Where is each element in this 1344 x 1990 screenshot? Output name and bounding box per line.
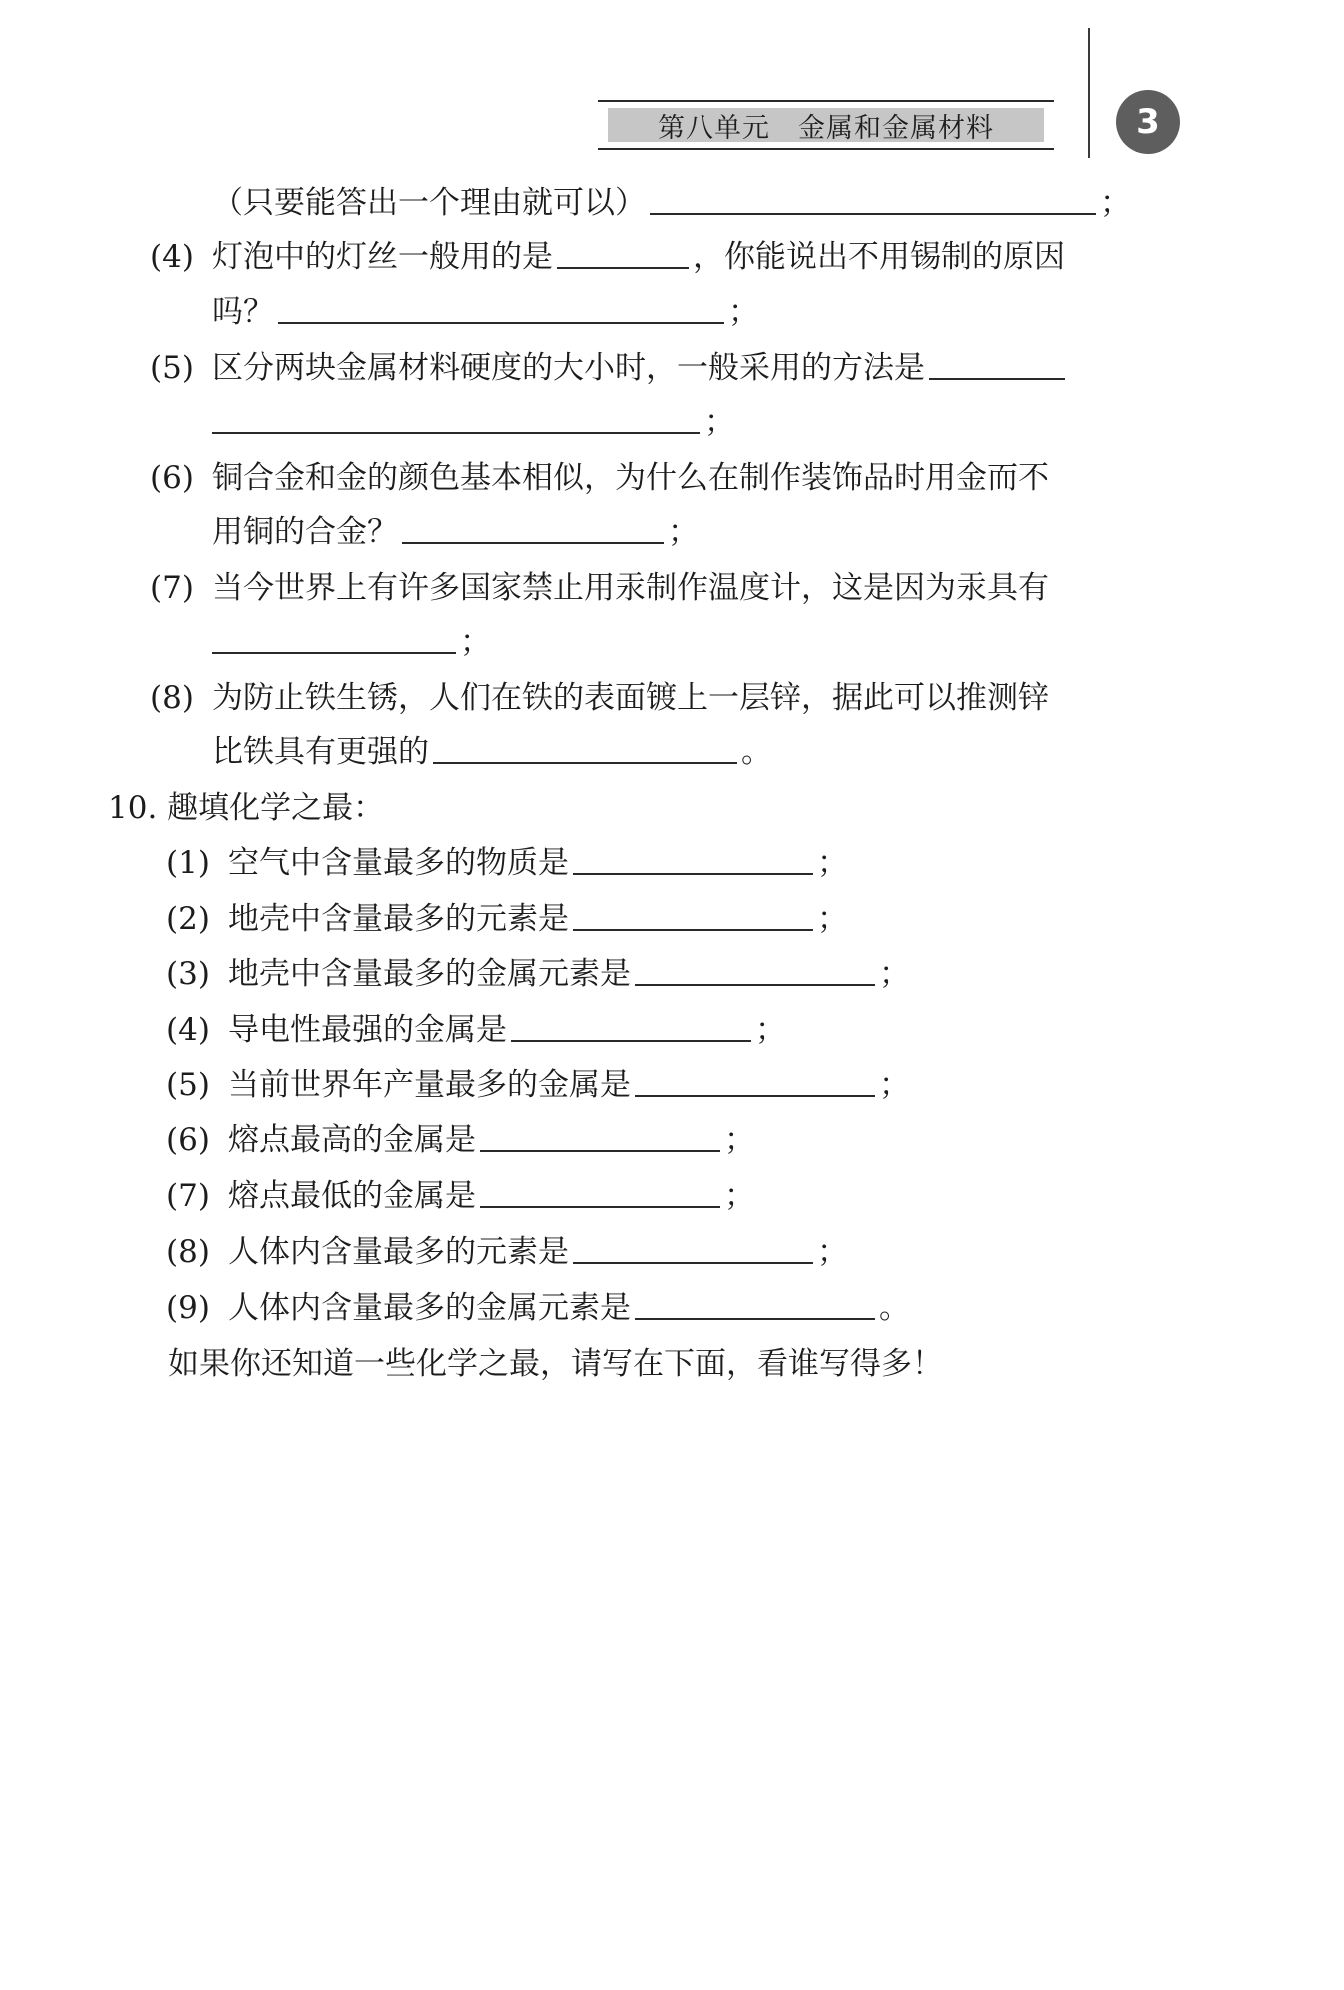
q9-item-7: (7) 当今世界上有许多国家禁止用汞制作温度计，这是因为汞具有 [150,570,1049,606]
q10-title: 10. 趣填化学之最： [108,790,385,826]
q10-item-3: (3) 地壳中含量最多的金属元素是 ； [166,956,910,992]
header-divider [1088,28,1090,158]
q9-continuation: （只要能答出一个理由就可以） ； [212,185,1131,221]
answer-blank[interactable] [635,1288,875,1320]
q10-item-9: (9) 人体内含量最多的金属元素是 。 [166,1290,910,1326]
q10-item-8: (8) 人体内含量最多的元素是 ； [166,1234,848,1270]
q9-item-5-line2: ； [212,402,735,442]
answer-blank[interactable] [573,1232,813,1264]
q10-closing: 如果你还知道一些化学之最，请写在下面，看谁写得多！ [168,1346,943,1382]
answer-blank[interactable] [480,1120,720,1152]
answer-blank[interactable] [278,292,724,324]
q9-item-8-line2: 比铁具有更强的 。 [212,734,772,770]
unit-title: 第八单元 金属和金属材料 [608,108,1044,142]
answer-blank[interactable] [557,237,689,269]
q10-item-1: (1) 空气中含量最多的物质是 ； [166,845,848,881]
answer-blank[interactable] [573,843,813,875]
answer-blank[interactable] [511,1010,751,1042]
q10-item-5: (5) 当前世界年产量最多的金属是 ； [166,1067,910,1103]
answer-blank[interactable] [433,732,737,764]
q10-item-2: (2) 地壳中含量最多的元素是 ； [166,901,848,937]
q9-item-4: (4) 灯泡中的灯丝一般用的是 ，你能说出不用锡制的原因 [150,239,1065,275]
q9-item-6: (6) 铜合金和金的颜色基本相似，为什么在制作装饰品时用金而不 [150,460,1049,496]
answer-blank[interactable] [929,348,1065,380]
answer-blank[interactable] [212,402,700,434]
q9-item-4-line2: 吗？ ； [212,294,759,330]
q9-item-7-line2: ； [212,622,491,662]
q10-item-7: (7) 熔点最低的金属是 ； [166,1178,755,1214]
answer-blank[interactable] [635,954,875,986]
q9-item-5: (5) 区分两块金属材料硬度的大小时，一般采用的方法是 [150,348,1069,388]
q10-item-6: (6) 熔点最高的金属是 ； [166,1122,755,1158]
unit-header [598,100,1054,150]
q9-item-6-line2: 用铜的合金？ ； [212,514,699,550]
answer-blank[interactable] [480,1176,720,1208]
q10-item-4: (4) 导电性最强的金属是 ； [166,1012,786,1048]
answer-blank[interactable] [212,622,456,654]
page-number: 3 [1116,90,1180,154]
answer-blank[interactable] [650,183,1096,215]
answer-blank[interactable] [635,1065,875,1097]
answer-blank[interactable] [573,899,813,931]
q9-item-8: (8) 为防止铁生锈，人们在铁的表面镀上一层锌，据此可以推测锌 [150,680,1049,716]
answer-blank[interactable] [402,512,664,544]
